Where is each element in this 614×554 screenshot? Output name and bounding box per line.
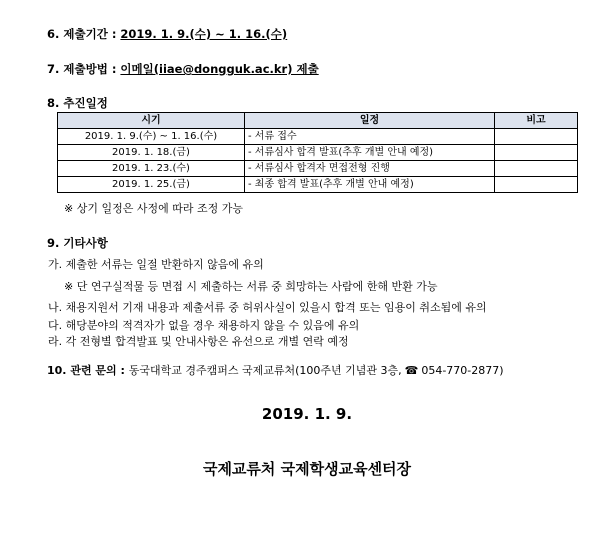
table-row <box>58 129 578 145</box>
row-task: - 서류심사 합격 발표(추후 개별 안내 예정) <box>245 145 495 161</box>
table-row <box>58 145 578 161</box>
row-period: 2019. 1. 25.(금) <box>58 177 245 193</box>
row-note <box>495 145 578 161</box>
section-9-title: 9. 기타사항 <box>47 236 108 250</box>
misc-item-na: 나. 채용지원서 기재 내용과 제출서류 중 허위사실이 있을시 합격 또는 임용이 취소됨에 유의 <box>48 301 487 314</box>
table-row <box>58 177 578 193</box>
section-6-value: 2019. 1. 9.(수) ~ 1. 16.(수) <box>120 27 288 41</box>
header-note: 비고 <box>495 113 578 129</box>
telephone-icon: ☎ <box>404 364 419 377</box>
section-6-submission-period <box>47 26 287 42</box>
misc-item-note: ※ 단 연구실적물 등 면접 시 제출하는 서류 중 희망하는 사람에 한해 반환 가능 <box>64 280 438 293</box>
section-6-label: 6. 제출기간 : <box>47 27 121 41</box>
document-date: 2019. 1. 9. <box>261 405 353 423</box>
misc-item-da: 다. 해당분야의 적격자가 없을 경우 채용하지 않을 수 있음에 유의 <box>48 319 360 332</box>
row-task: - 서류심사 합격자 면접전형 진행 <box>245 161 495 177</box>
schedule-table <box>57 112 578 193</box>
schedule-footnote: ※ 상기 일정은 사정에 따라 조정 가능 <box>64 202 243 215</box>
contact-phone: 054-770-2877) <box>421 364 504 377</box>
row-task: - 서류 접수 <box>245 129 495 145</box>
row-period: 2019. 1. 23.(수) <box>58 161 245 177</box>
row-note <box>495 161 578 177</box>
misc-item-ga: 가. 제출한 서류는 일절 반환하지 않음에 유의 <box>48 258 264 271</box>
section-7-label: 7. 제출방법 : <box>47 62 121 76</box>
row-note <box>495 129 578 145</box>
misc-item-ra: 라. 각 전형별 합격발표 및 안내사항은 유선으로 개별 연락 예정 <box>48 335 349 348</box>
schedule-header-row <box>58 113 578 129</box>
section-10-contact <box>47 362 504 378</box>
section-7-value: 이메일(iiae@dongguk.ac.kr) 제출 <box>120 62 319 76</box>
section-7-submission-method <box>47 61 319 77</box>
section-10-label: 10. 관련 문의 : <box>47 364 129 377</box>
row-note <box>495 177 578 193</box>
contact-text: 동국대학교 경주캠퍼스 국제교류처(100주년 기념관 3층, <box>128 364 402 377</box>
row-task: - 최종 합격 발표(추후 개별 안내 예정) <box>245 177 495 193</box>
header-period: 시기 <box>58 113 245 129</box>
section-8-title: 8. 추진일정 <box>47 96 108 110</box>
table-row <box>58 161 578 177</box>
row-period: 2019. 1. 18.(금) <box>58 145 245 161</box>
issuer-signature: 국제교류처 국제학생교육센터장 <box>202 460 412 478</box>
row-period: 2019. 1. 9.(수) ~ 1. 16.(수) <box>58 129 245 145</box>
header-task: 일정 <box>245 113 495 129</box>
